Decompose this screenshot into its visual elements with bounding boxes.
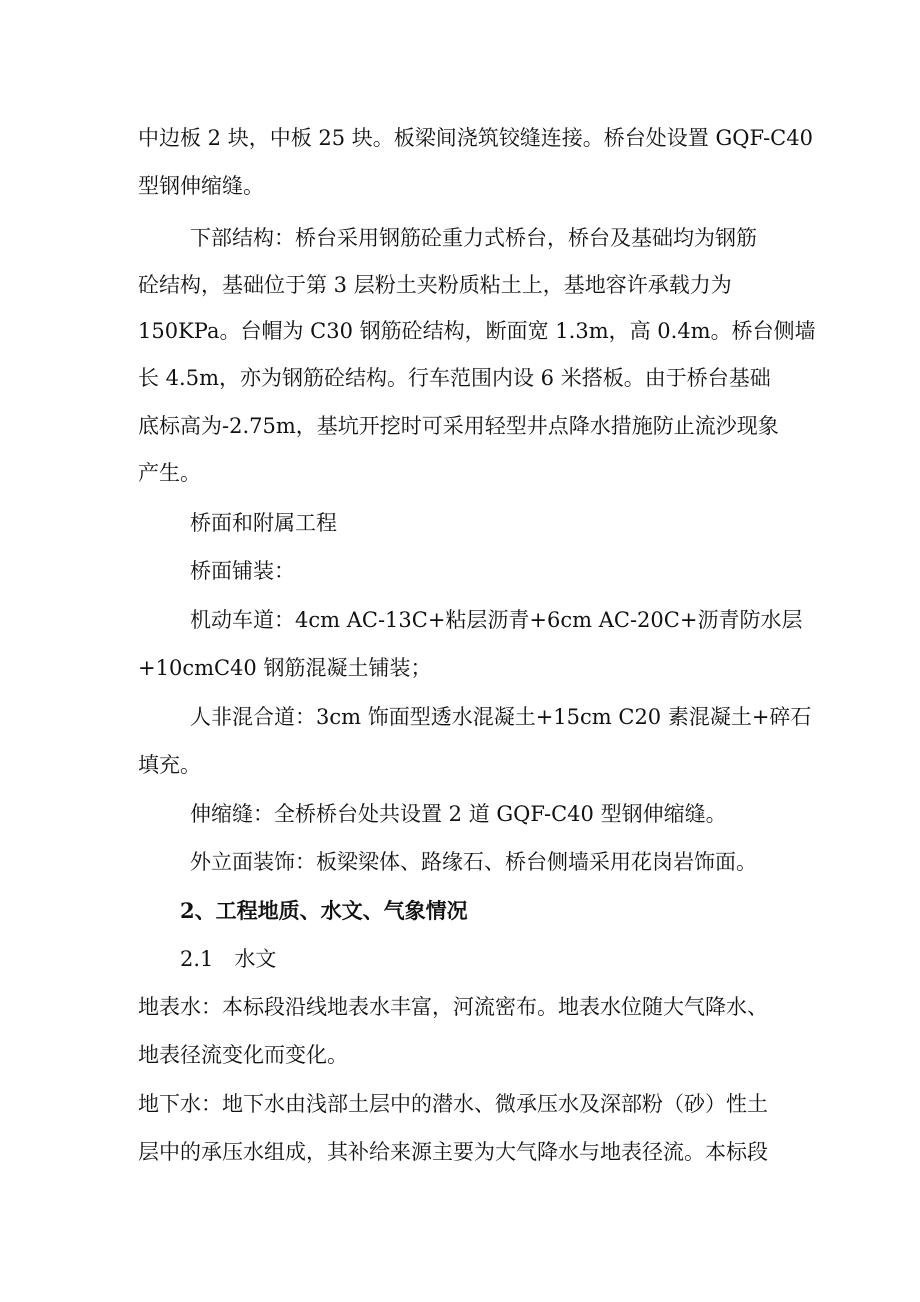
text-line: 地表径流变化而变化。 <box>138 1043 348 1067</box>
text-line: 型钢伸缩缝。 <box>138 174 264 198</box>
section-heading: 2、工程地质、水文、气象情况 <box>180 898 468 923</box>
text-line: 150KPa。台帽为 C30 钢筋砼结构，断面宽 1.3m，高 0.4m。桥台侧墙 <box>138 319 816 343</box>
text-line: 下部结构：桥台采用钢筋砼重力式桥台，桥台及基础均为钢筋 <box>190 226 757 250</box>
text-line: 产生。 <box>138 461 201 485</box>
text-line: 中边板 2 块，中板 25 块。板梁间浇筑铰缝连接。桥台处设置 GQF-C40 <box>138 126 813 150</box>
text-line: 层中的承压水组成，其补给来源主要为大气降水与地表径流。本标段 <box>138 1140 768 1164</box>
paragraph-expansion-joint: 伸缩缝：全桥桥台处共设置 2 道 GQF-C40 型钢伸缩缝。 <box>190 802 727 826</box>
text-line: 填充。 <box>138 753 201 777</box>
text-line: 砼结构，基础位于第 3 层粉土夹粉质粘土上，基地容许承载力为 <box>138 273 732 297</box>
text-line: 地下水：地下水由浅部土层中的潜水、微承压水及深部粉（砂）性土 <box>138 1092 768 1116</box>
section-label-deck-pavement: 桥面铺装： <box>190 559 295 583</box>
text-line: 人非混合道：3cm 饰面型透水混凝土+15cm C20 素混凝土+碎石 <box>190 705 812 729</box>
text-line: 长 4.5m，亦为钢筋砼结构。行车范围内设 6 米搭板。由于桥台基础 <box>138 366 771 390</box>
paragraph-facade-decoration: 外立面装饰：板梁梁体、路缘石、桥台侧墙采用花岗岩饰面。 <box>190 850 757 874</box>
text-line: 机动车道：4cm AC-13C+粘层沥青+6cm AC-20C+沥青防水层 <box>190 608 803 632</box>
text-line: 地表水：本标段沿线地表水丰富，河流密布。地表水位随大气降水、 <box>138 995 768 1019</box>
section-label-deck-and-ancillary: 桥面和附属工程 <box>190 511 337 535</box>
text-line: +10cmC40 钢筋混凝土铺装； <box>138 656 432 680</box>
text-line: 底标高为-2.75m，基坑开挖时可采用轻型井点降水措施防止流沙现象 <box>138 414 779 438</box>
subsection-heading: 2.1 水文 <box>180 947 277 971</box>
